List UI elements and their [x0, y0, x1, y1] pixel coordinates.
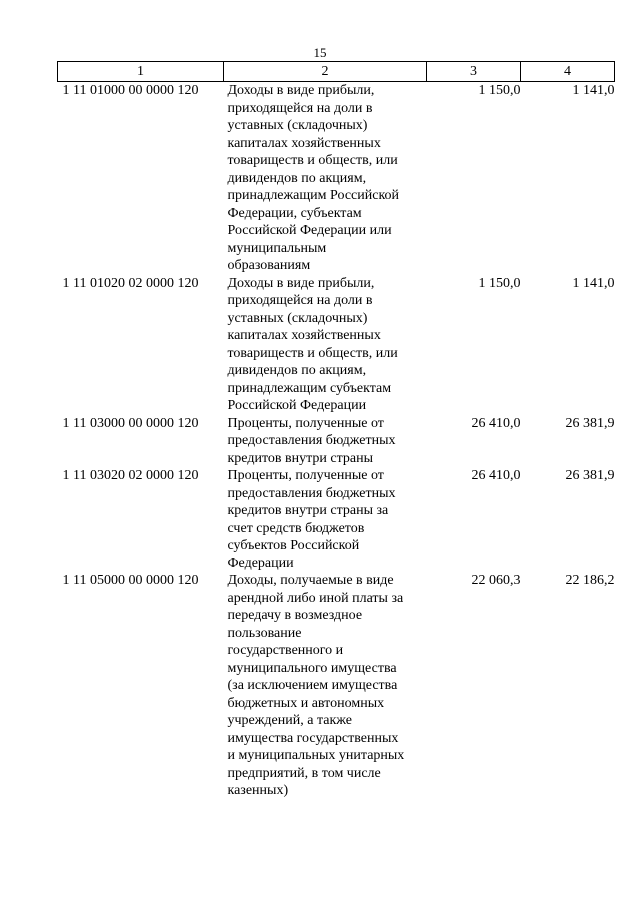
revenue-name-line: бюджетных и автономных — [227, 695, 385, 711]
revenue-code: 1 11 01000 00 0000 120 — [62, 83, 199, 98]
revenue-name-line: Доходы, получаемые в виде — [227, 573, 394, 588]
revenue-name-line: образованиям — [227, 258, 311, 273]
revenue-name-line: уставных (складочных) — [227, 310, 368, 326]
revenue-name-line: Проценты, полученные от — [227, 415, 384, 431]
revenue-name — [224, 275, 427, 415]
revenue-name-line: казенных) — [227, 783, 289, 798]
revenue-name — [224, 467, 427, 572]
amount-col-4: 22 186,2 — [565, 573, 615, 588]
revenue-name-line: дивидендов по акциям, — [227, 170, 367, 186]
table-body — [58, 82, 615, 800]
revenue-name-line: Федерации — [227, 555, 294, 571]
header-col-4: 4 — [521, 62, 615, 82]
amount-col-4: 26 381,9 — [565, 468, 615, 483]
revenue-name-line: пользование — [227, 625, 302, 641]
budget-revenue-table — [57, 61, 615, 800]
amount-col-3: 1 150,0 — [478, 83, 521, 98]
revenue-name-line: предоставления бюджетных — [227, 485, 396, 501]
revenue-name-line: Российской Федерации или — [227, 223, 392, 238]
amount-col-3: 26 410,0 — [471, 468, 521, 483]
revenue-code: 1 11 05000 00 0000 120 — [62, 573, 199, 588]
revenue-name-line: учреждений, а также — [227, 713, 352, 728]
revenue-name — [224, 415, 427, 468]
revenue-name-line: муниципальным — [227, 240, 327, 256]
table-row — [58, 572, 615, 800]
amount-col-4: 1 141,0 — [572, 83, 615, 98]
revenue-name-line: Федерации, субъектам — [227, 205, 362, 221]
table-row — [58, 275, 615, 415]
revenue-name-line: кредитов внутри страны — [227, 450, 373, 466]
revenue-name-line: уставных (складочных) — [227, 118, 368, 133]
amount-col-3: 22 060,3 — [471, 573, 521, 588]
revenue-name-line: субъектов Российской — [227, 538, 360, 553]
revenue-code: 1 11 01020 02 0000 120 — [62, 275, 199, 291]
revenue-name-line: имущества государственных — [227, 730, 399, 746]
revenue-name-line: государственного и — [227, 643, 344, 658]
revenue-name-line: (за исключением имущества — [227, 678, 398, 693]
page-number: 15 — [313, 45, 327, 60]
revenue-name-line: товариществ и обществ, или — [227, 153, 398, 168]
revenue-name-line: муниципального имущества — [227, 660, 397, 676]
revenue-name-line: капиталах хозяйственных — [227, 135, 381, 151]
amount-col-3: 26 410,0 — [471, 415, 521, 431]
revenue-name-line: товариществ и обществ, или — [227, 345, 398, 361]
revenue-name-line: принадлежащим субъектам — [227, 380, 392, 396]
revenue-name — [224, 82, 427, 275]
revenue-name-line: арендной либо иной платы за — [227, 590, 404, 606]
revenue-name-line: кредитов внутри страны за — [227, 503, 389, 518]
revenue-name-line: приходящейся на доли в — [227, 100, 373, 116]
revenue-name-line: Российской Федерации — [227, 398, 367, 413]
revenue-name-line: дивидендов по акциям, — [227, 363, 367, 378]
revenue-name-line: предоставления бюджетных — [227, 433, 396, 448]
table-header — [58, 62, 615, 82]
revenue-name-line: Проценты, полученные от — [227, 468, 384, 483]
table-row — [58, 415, 615, 468]
amount-col-4: 1 141,0 — [572, 275, 615, 291]
revenue-name-line: приходящейся на доли в — [227, 293, 373, 308]
header-col-3: 3 — [427, 62, 521, 82]
table-row — [58, 467, 615, 572]
table-row — [58, 82, 615, 275]
revenue-name-line: передачу в возмездное — [227, 608, 363, 623]
revenue-name-line: принадлежащим Российской — [227, 188, 400, 203]
revenue-name — [224, 572, 427, 800]
revenue-name-line: Доходы в виде прибыли, — [227, 275, 375, 291]
revenue-name-line: предприятий, в том числе — [227, 765, 381, 781]
revenue-name-line: счет средств бюджетов — [227, 520, 365, 536]
revenue-name-line: Доходы в виде прибыли, — [227, 83, 375, 98]
amount-col-3: 1 150,0 — [478, 275, 521, 291]
header-col-1: 1 — [58, 62, 224, 82]
revenue-code: 1 11 03020 02 0000 120 — [62, 468, 199, 483]
header-row — [58, 62, 615, 82]
revenue-name-line: и муниципальных унитарных — [227, 748, 405, 763]
revenue-name-line: капиталах хозяйственных — [227, 328, 381, 343]
revenue-code: 1 11 03000 00 0000 120 — [62, 415, 199, 431]
amount-col-4: 26 381,9 — [565, 415, 615, 431]
header-col-2: 2 — [224, 62, 427, 82]
